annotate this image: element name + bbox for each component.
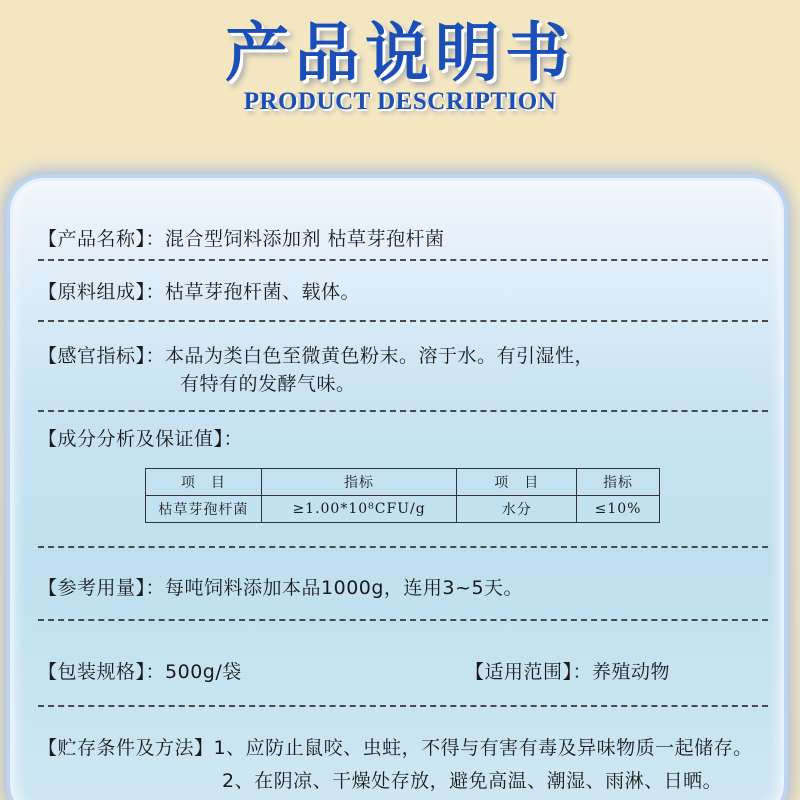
- divider: [38, 619, 768, 621]
- table-header-cell: 指标: [577, 469, 660, 496]
- sensory-row: [38, 343, 594, 369]
- table-header-cell: 项 目: [457, 469, 577, 496]
- divider: [38, 320, 768, 322]
- scope-row: [465, 659, 670, 685]
- storage-value-line2: 2、在阴凉、干燥处存放，避免高温、潮湿、雨淋、日晒。: [222, 770, 723, 792]
- sensory-value-line1: 本品为类白色至微黄色粉末。溶于水。有引湿性，: [165, 345, 595, 367]
- page-subtitle: PRODUCT DESCRIPTION: [243, 88, 557, 115]
- divider: [38, 410, 768, 412]
- package-value: 500g/袋: [165, 661, 242, 683]
- dosage-value: 每吨饲料添加本品1000g，连用3~5天。: [165, 577, 524, 599]
- sensory-label: 【感官指标】：: [38, 345, 166, 367]
- ingredients-row: [38, 279, 360, 305]
- dosage-row: [38, 575, 523, 601]
- analysis-row: [38, 426, 243, 452]
- scope-value: 养殖动物: [592, 661, 671, 683]
- product-name-row: [38, 226, 445, 252]
- product-name-label: 【产品名称】：: [38, 228, 166, 250]
- analysis-label: 【成分分析及保证值】：: [38, 428, 244, 450]
- divider: [38, 546, 768, 548]
- storage-label: 【贮存条件及方法】: [38, 737, 214, 759]
- scope-label: 【适用范围】：: [465, 661, 593, 683]
- sensory-value-line2: 有特有的发酵气味。: [180, 373, 356, 395]
- divider: [38, 705, 768, 707]
- spec-table: [145, 468, 660, 523]
- table-cell: ≤10%: [577, 496, 660, 523]
- ingredients-value: 枯草芽孢杆菌、载体。: [165, 281, 361, 303]
- table-row: [146, 496, 660, 523]
- table-cell: 水分: [457, 496, 577, 523]
- storage-value-line1: 1、应防止鼠咬、虫蛀，不得与有害有毒及异味物质一起储存。: [213, 737, 753, 759]
- table-cell: ≥1.00*10⁸CFU/g: [261, 496, 457, 523]
- dosage-label: 【参考用量】：: [38, 577, 166, 599]
- storage-row: [38, 735, 753, 761]
- package-label: 【包装规格】：: [38, 661, 166, 683]
- divider: [38, 259, 768, 261]
- table-header-row: [146, 469, 660, 496]
- table-cell: 枯草芽孢杆菌: [146, 496, 262, 523]
- product-name-value: 混合型饲料添加剂 枯草芽孢杆菌: [165, 228, 445, 250]
- page-title: 产品说明书: [225, 16, 575, 91]
- table-header-cell: 指标: [261, 469, 457, 496]
- ingredients-label: 【原料组成】：: [38, 281, 166, 303]
- table-header-cell: 项 目: [146, 469, 262, 496]
- package-row: [38, 659, 242, 685]
